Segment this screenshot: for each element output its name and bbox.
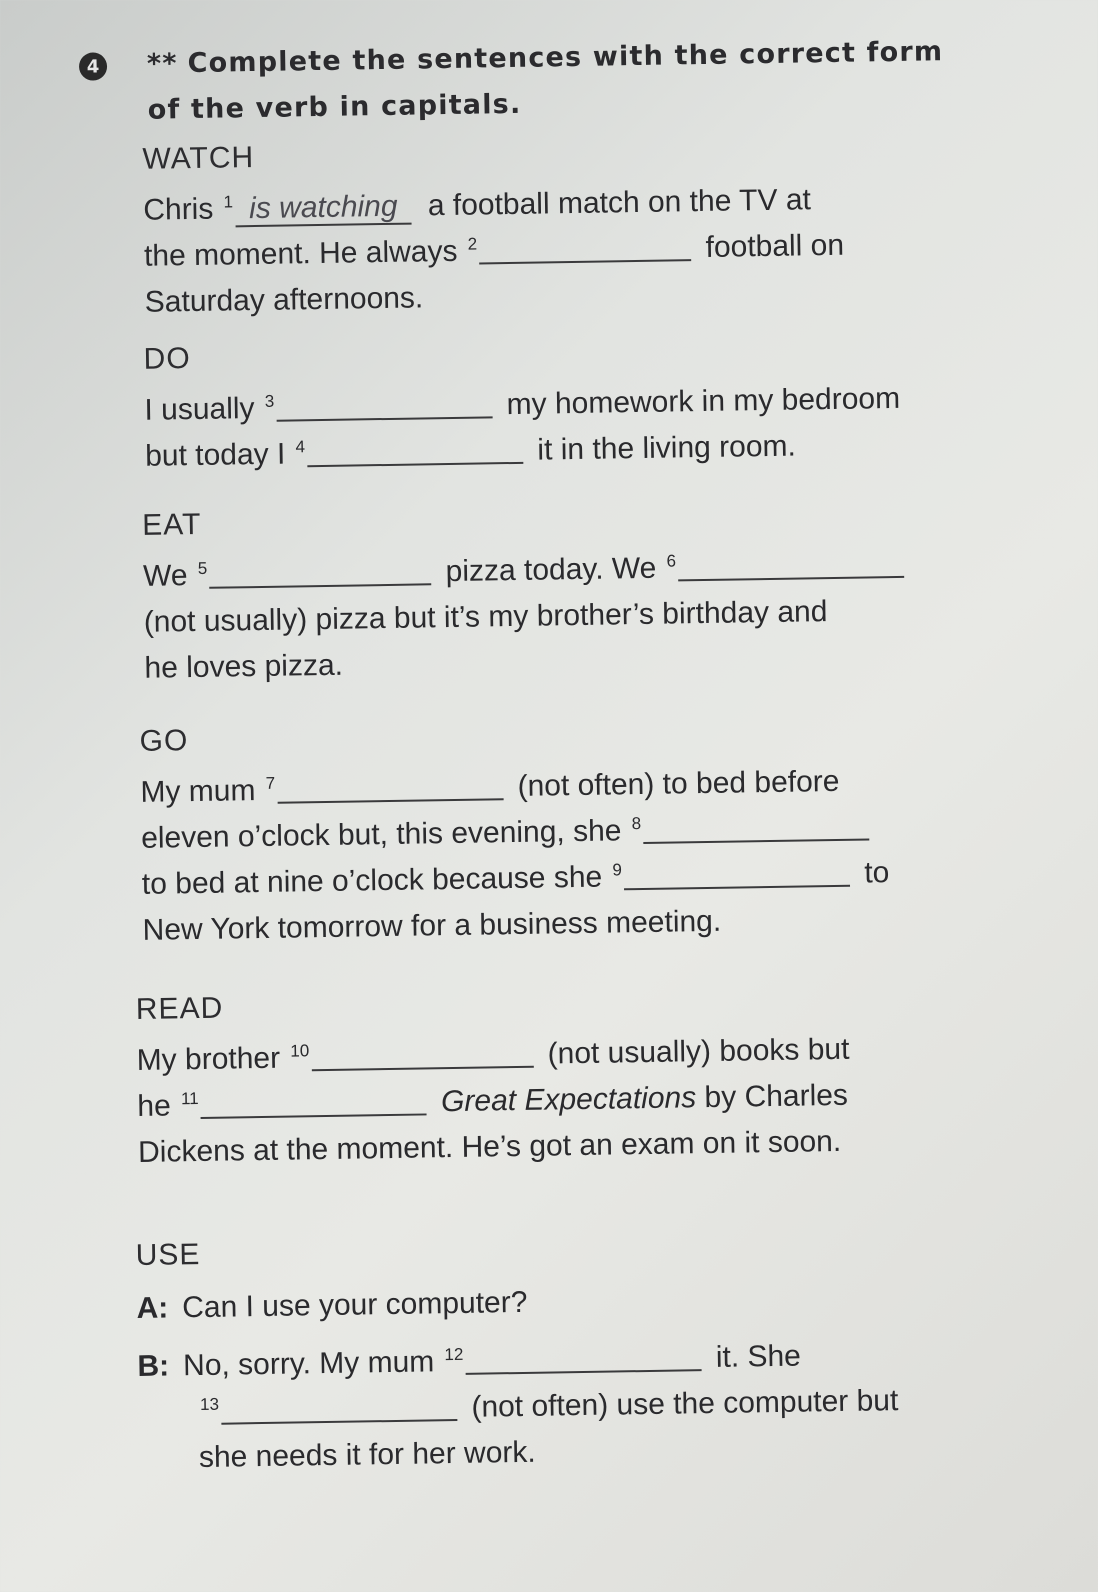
sentence-text: to (864, 856, 890, 890)
verb-heading-read: READ (135, 991, 224, 1026)
sentence-text: (not often) use the computer but (471, 1384, 899, 1424)
sentence-text: eleven o’clock but, this evening, she (140, 814, 622, 855)
sentence-text: he (137, 1089, 172, 1123)
gap-number: 12 (444, 1344, 464, 1365)
section-eat (142, 490, 1045, 692)
verb-heading-do: DO (143, 342, 191, 376)
sentence-text: my homework in my bedroom (506, 381, 901, 422)
book-title: Great Expectations (440, 1081, 697, 1119)
section-watch (142, 124, 1045, 326)
answer-blank-7[interactable] (277, 768, 503, 804)
gap-number: 13 (199, 1394, 220, 1415)
answer-blank-5[interactable] (209, 553, 431, 588)
section-do (143, 324, 1045, 480)
sentence-text: but today I (144, 437, 286, 473)
verb-heading-use: USE (135, 1238, 201, 1273)
dialogue-line-a (136, 1272, 1037, 1332)
section-read (136, 974, 1039, 1176)
speaker-label-b: B: (137, 1349, 170, 1384)
instruction-line-1: Complete the sentences with the correct form (187, 36, 944, 80)
gap-number: 10 (290, 1041, 310, 1061)
answer-blank-9[interactable] (624, 855, 850, 891)
answer-blank-8[interactable] (643, 808, 869, 844)
sentence-text: it. She (715, 1339, 802, 1374)
gap-number: 7 (265, 773, 276, 793)
gap-number: 1 (223, 192, 234, 212)
sentence-text: the moment. He always (143, 234, 458, 273)
speaker-label-a: A: (136, 1291, 169, 1326)
exercise-header (79, 29, 960, 135)
sentence-line: Saturday afternoons. (144, 281, 424, 319)
sentence-text: We (142, 559, 188, 593)
answer-blank-4[interactable] (307, 432, 523, 467)
sentence-text: it in the living room. (537, 429, 797, 467)
section-use (135, 1220, 1039, 1482)
verb-heading-eat: EAT (142, 507, 202, 542)
sentence-text: My mum (140, 774, 256, 809)
sentence-line: he loves pizza. (144, 648, 344, 685)
answer-blank-2[interactable] (479, 229, 691, 264)
gap-number: 4 (295, 437, 306, 457)
instruction-line-2: of the verb in capitals. (147, 88, 522, 126)
sentence-text: Can I use your computer? (181, 1285, 528, 1325)
sentence-text: pizza today. We (445, 551, 657, 589)
verb-heading-watch: WATCH (142, 141, 255, 176)
sentence-text: No, sorry. My mum (182, 1345, 435, 1383)
exercise-number-badge: 4 (79, 52, 107, 80)
exercise-instruction (147, 29, 945, 133)
gap-number: 5 (197, 558, 208, 578)
answer-blank-10[interactable] (311, 1036, 533, 1071)
sentence-line: she needs it for her work. (198, 1435, 536, 1475)
gap-number: 3 (264, 391, 275, 411)
sentence-text: a football match on the TV at (427, 183, 812, 223)
gap-number: 9 (612, 860, 623, 880)
sentence-text: by Charles (704, 1078, 849, 1115)
answer-example[interactable]: is watching (235, 190, 412, 228)
sentence-line: Dickens at the moment. He’s got an exam on it soon. (137, 1124, 842, 1169)
sentence-text: (not often) to bed before (517, 764, 840, 803)
gap-number: 2 (467, 234, 478, 254)
section-go (139, 706, 1043, 954)
answer-blank-3[interactable] (276, 386, 492, 421)
sentence-text: I usually (144, 392, 255, 427)
answer-blank-6[interactable] (678, 546, 904, 582)
sentence-text: (not usually) books but (547, 1032, 850, 1071)
answer-blank-13[interactable] (221, 1389, 457, 1425)
sentence-text: to bed at nine o’clock because she (141, 860, 603, 901)
difficulty-stars: ** (146, 48, 178, 80)
gap-number: 8 (631, 814, 642, 834)
sentence-line: (not usually) pizza but it’s my brother’s birthday and (143, 595, 828, 639)
answer-blank-12[interactable] (465, 1339, 701, 1375)
gap-number: 6 (666, 551, 677, 571)
sentence-text: Chris (143, 192, 214, 227)
gap-number: 11 (180, 1089, 199, 1109)
verb-heading-go: GO (139, 724, 189, 758)
sentence-line: New York tomorrow for a business meeting. (142, 904, 722, 947)
sentence-text: football on (705, 228, 845, 264)
sentence-text: My brother (136, 1041, 281, 1077)
answer-blank-11[interactable] (200, 1083, 426, 1119)
